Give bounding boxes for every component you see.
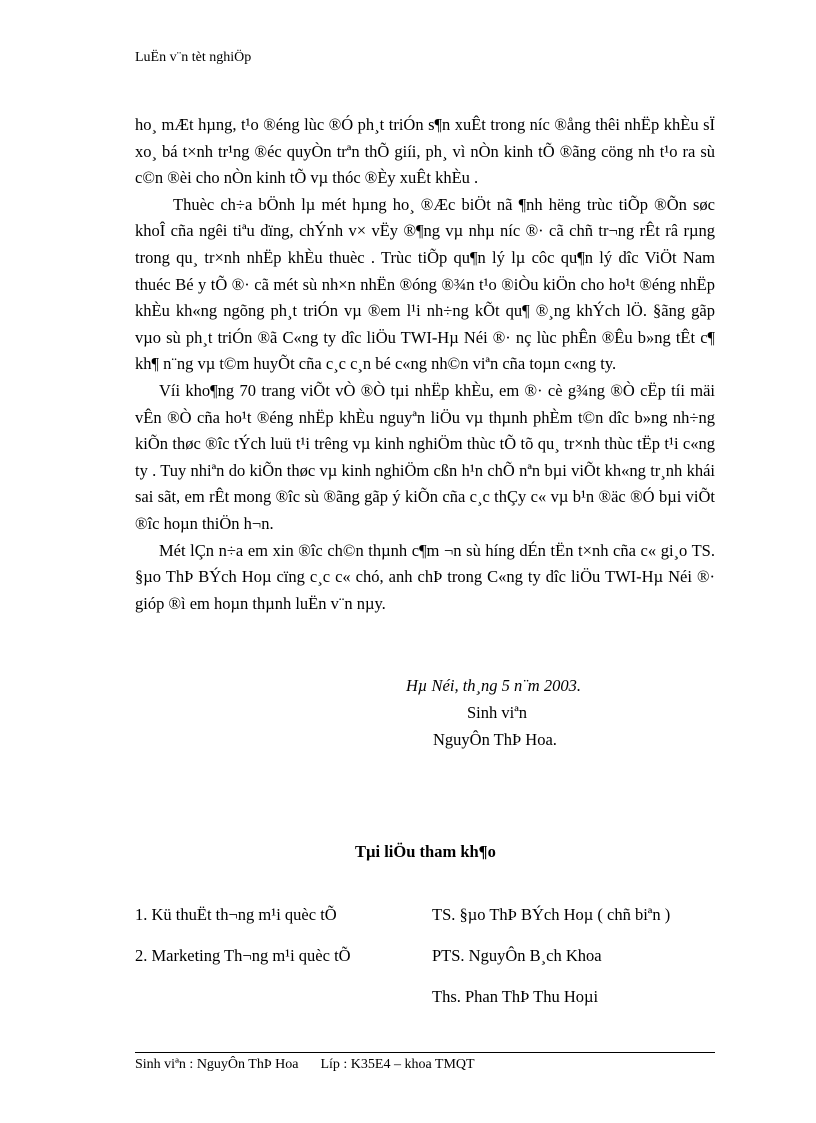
references-title: Tµi liÖu tham kh¶o [355,842,496,861]
signature-role: Sinh viªn [467,703,528,722]
paragraph: Mét lÇn n÷a em xin ®îc ch©n thµnh c¶m ¬n sù híng dÉn tËn t×nh cña c« gi¸o TS. §µo ThÞ BÝch Hoµ cïng c¸c c« chó, anh chÞ trong C«ng ty dîc liÖu TWI-Hµ Néi ®· gióp ®ì em hoµn thµnh luËn v¨n nµy. [135,540,715,613]
paragraph: Thuèc ch÷a bÖnh lµ mét hµng ho¸ ®Æc biÖt nã ¶nh hëng trùc tiÕp ®Õn søc khoÎ cña ngêi tiªu dïng, chÝnh v× vËy ®¶ng vµ nhµ níc ®· cã chñ tr¬ng rÊt râ rµng trong qu¸ tr×nh nhËp khÈu thuèc . Trùc tiÕp qu¶n lý lµ côc qu¶n lý dîc ViÖt Nam thuéc Bé y tÕ ®· cã mét sù nh×n nhËn ®óng ®¾n t¹o ®iÒu kiÖn cho ho¹t ®éng nhËp khÈu kh«ng ngõng ph¸t triÓn vµ ®em l¹i nh÷ng kÕt qu¶ ®¸ng khÝch lÖ. §ãng gãp vµo sù ph¸t triÓn ®ã C«ng ty dîc liÖu TWI-Hµ Néi ®· nç lùc phÊn ®Êu b»ng tÊt c¶ kh¶ n¨ng vµ t©m huyÕt cña c¸c c¸n bé c«ng nh©n viªn cña toµn c«ng ty. [135,194,715,374]
footer-student: Sinh viªn : NguyÔn ThÞ Hoa [135,1057,299,1072]
reference-author: PTS. NguyÔn B¸ch Khoa [432,946,602,965]
signature-name: NguyÔn ThÞ Hoa. [433,730,557,749]
page-footer [135,1057,475,1073]
footer-class: Líp : K35E4 – khoa TMQT [320,1057,475,1072]
signature-date: Hµ Néi, th¸ng 5 n¨m 2003. [406,676,581,695]
reference-author: TS. §µo ThÞ BÝch Hoµ ( chñ biªn ) [432,905,671,924]
reference-author: Ths. Phan ThÞ Thu Hoµi [432,987,599,1006]
footer-divider [135,1052,715,1053]
reference-title: 1. Kü thuËt th¬ng m¹i quèc tÕ [135,905,337,924]
paragraph: ho¸ mÆt hµng, t¹o ®éng lùc ®Ó ph¸t triÓn s¶n xuÊt trong níc ®ång thêi nhËp khÈu sÏ xo¸ bá t×nh tr¹ng ®éc quyÒn trªn thÕ giíi, ph¸ vì nÒn kinh tÕ ®ãng cöng nh t¹o ra sù c©n ®èi cho nÒn kinh tÕ vµ thóc ®Èy xuÊt khÈu . [135,115,715,188]
body-text [135,112,715,617]
reference-title: 2. Marketing Th¬ng m¹i quèc tÕ [135,946,351,965]
page-header: LuËn v¨n tèt nghiÖp [135,50,252,65]
paragraph: Víi kho¶ng 70 trang viÕt vÒ ®Ò tµi nhËp khÈu, em ®· cè g¾ng ®Ò cËp tíi mäi vÊn ®Ò cña ho¹t ®éng nhËp khÈu nguyªn liÖu vµ thµnh phÈm t©n dîc b»ng nh÷ng kiÕn thøc ®îc tÝch luü t¹i trêng vµ kinh nghiÖm thùc tÕ tõ qu¸ tr×nh thùc tËp t¹i c«ng ty . Tuy nhiªn do kiÕn thøc vµ kinh nghiÖm cßn h¹n chÕ nªn bµi viÕt kh«ng tr¸nh khái sai sãt, em rÊt mong ®îc sù ®ãng gãp ý kiÕn cña c¸c thÇy c« vµ b¹n ®äc ®Ó bµi viÕt ®îc hoµn thiÖn h¬n. [135,380,715,533]
